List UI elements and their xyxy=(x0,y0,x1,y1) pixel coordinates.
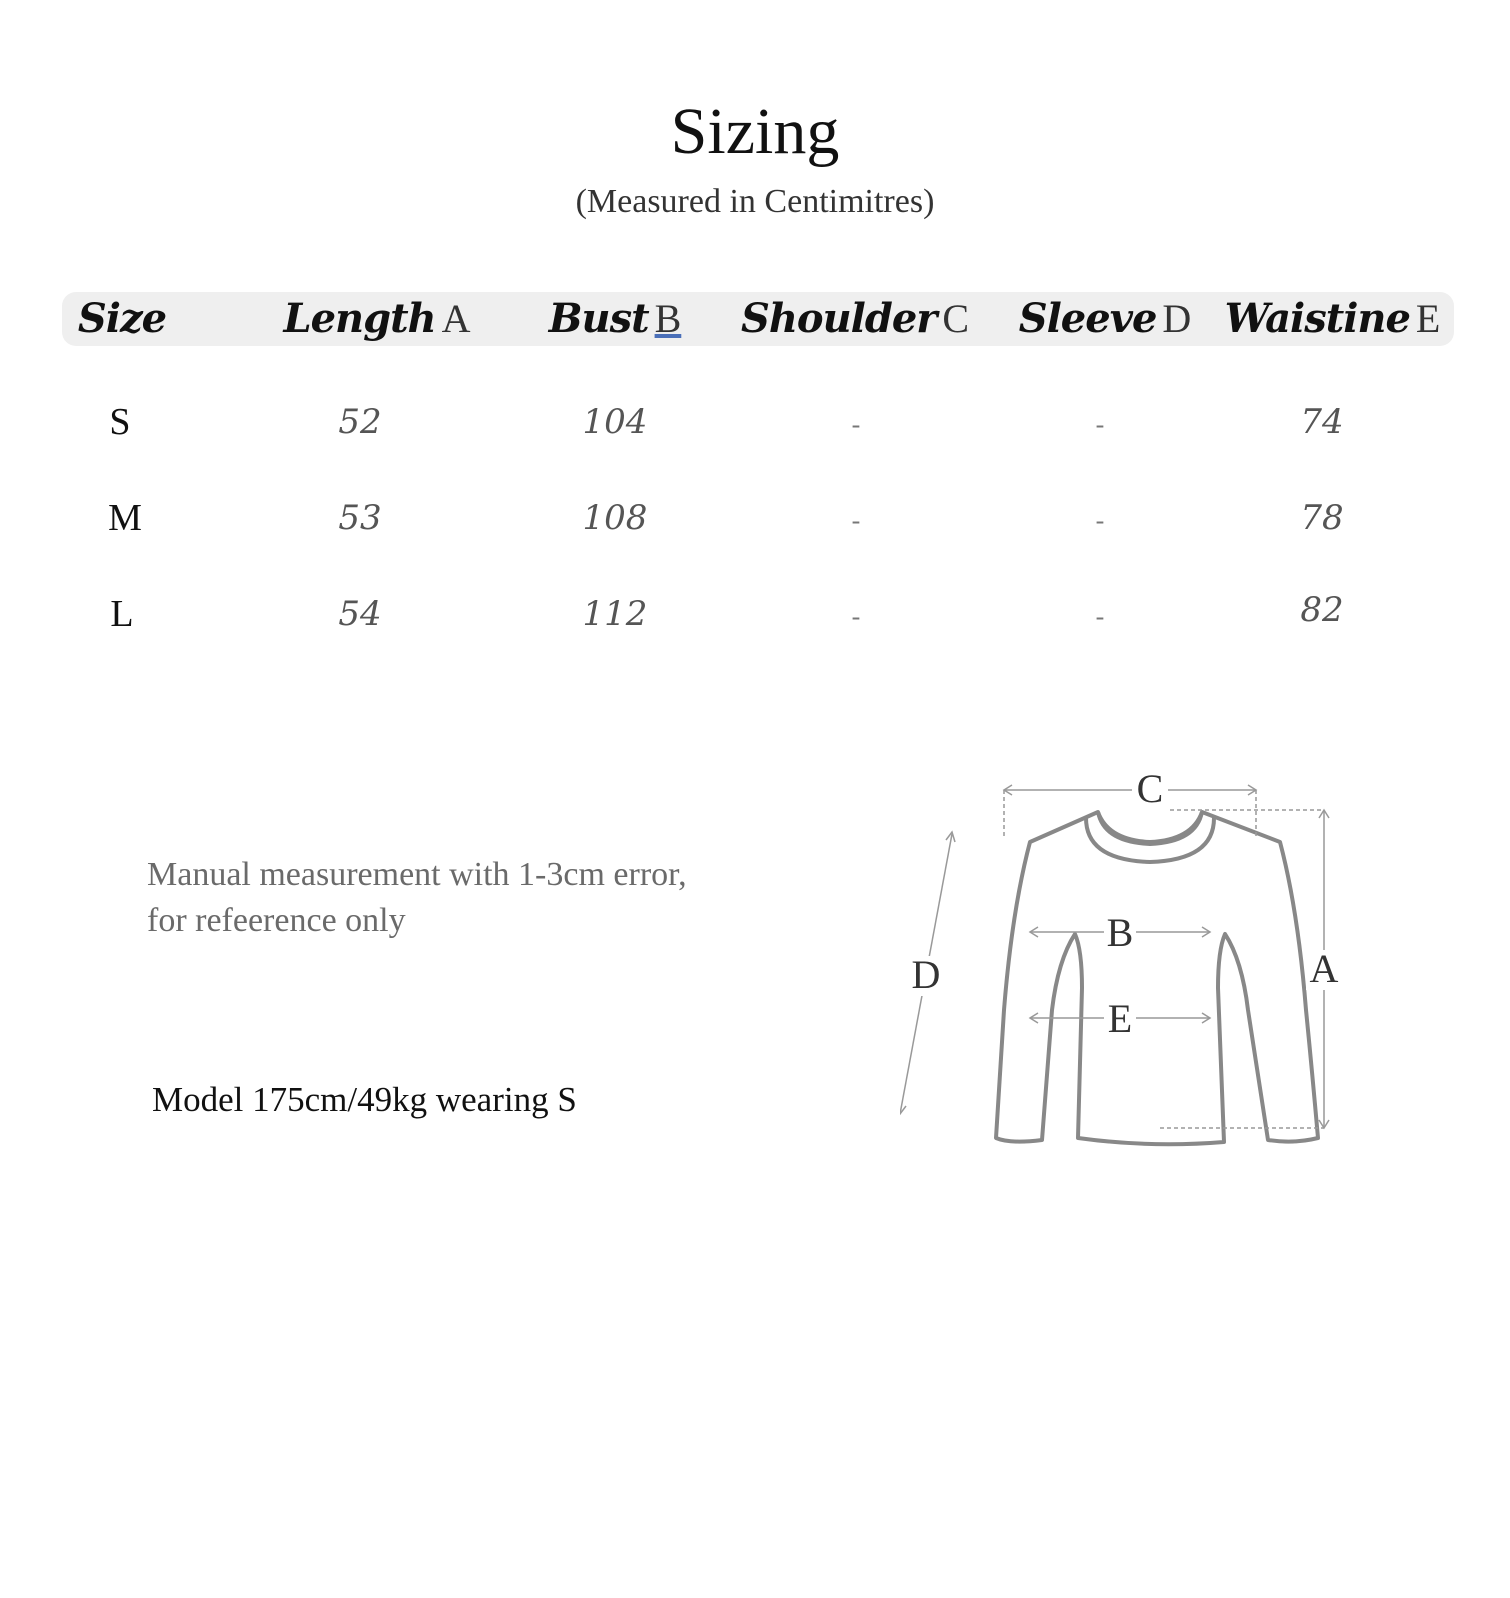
header-sleeve xyxy=(995,292,1215,346)
header-bust-label: Bust xyxy=(548,295,649,342)
row-s-shoulder: - xyxy=(851,410,861,439)
row-s-sleeve: - xyxy=(1095,410,1105,439)
guide-a-label: A xyxy=(1309,946,1339,991)
model-info: Model 175cm/49kg wearing S xyxy=(152,1080,577,1119)
guide-b-label: B xyxy=(1106,910,1134,955)
header-shoulder xyxy=(730,292,980,346)
guide-c-label: C xyxy=(1136,770,1164,811)
header-shoulder-letter: C xyxy=(942,296,970,341)
header-size-label: Size xyxy=(77,295,167,342)
header-waist xyxy=(1220,292,1445,346)
page-title: Sizing xyxy=(670,95,840,168)
row-l-sleeve: - xyxy=(1095,602,1105,631)
header-shoulder-label: Shoulder xyxy=(740,295,937,342)
row-l-length: 54 xyxy=(338,594,382,634)
measurement-note xyxy=(147,852,687,944)
row-s-size: S xyxy=(109,401,131,443)
header-sleeve-label: Sleeve xyxy=(1018,295,1157,342)
header-sleeve-letter: D xyxy=(1162,296,1192,341)
measurement-note-line1: Manual measurement with 1-3cm error, xyxy=(147,856,687,893)
header-bust xyxy=(510,292,720,346)
row-l-bust: 112 xyxy=(582,594,648,634)
row-m-bust: 108 xyxy=(582,498,648,538)
guide-d-label: D xyxy=(911,952,941,997)
row-s-bust: 104 xyxy=(582,402,648,442)
row-s-length: 52 xyxy=(338,402,382,442)
row-m-length: 53 xyxy=(338,498,382,538)
header-length-label: Length xyxy=(283,295,436,342)
measurement-note-line2: for refeerence only xyxy=(147,902,406,939)
row-m-size: M xyxy=(108,497,142,539)
row-m-sleeve: - xyxy=(1095,506,1105,535)
header-waist-label: Waistine xyxy=(1224,295,1410,342)
row-l-waist: 82 xyxy=(1300,590,1344,630)
header-waist-letter: E xyxy=(1415,296,1441,341)
row-l-shoulder: - xyxy=(851,602,861,631)
header-bust-letter: B xyxy=(654,296,682,341)
header-length xyxy=(262,292,492,346)
page-subtitle: (Measured in Centimitres) xyxy=(575,183,935,220)
header-size xyxy=(62,292,182,346)
row-s-waist: 74 xyxy=(1300,402,1344,442)
guide-e-label: E xyxy=(1107,996,1133,1041)
sweater-collar-inner xyxy=(1098,812,1202,844)
row-l-size: L xyxy=(110,593,134,635)
row-m-shoulder: - xyxy=(851,506,861,535)
header-length-letter: A xyxy=(441,296,471,341)
row-m-waist: 78 xyxy=(1300,498,1344,538)
garment-diagram xyxy=(900,770,1380,1170)
